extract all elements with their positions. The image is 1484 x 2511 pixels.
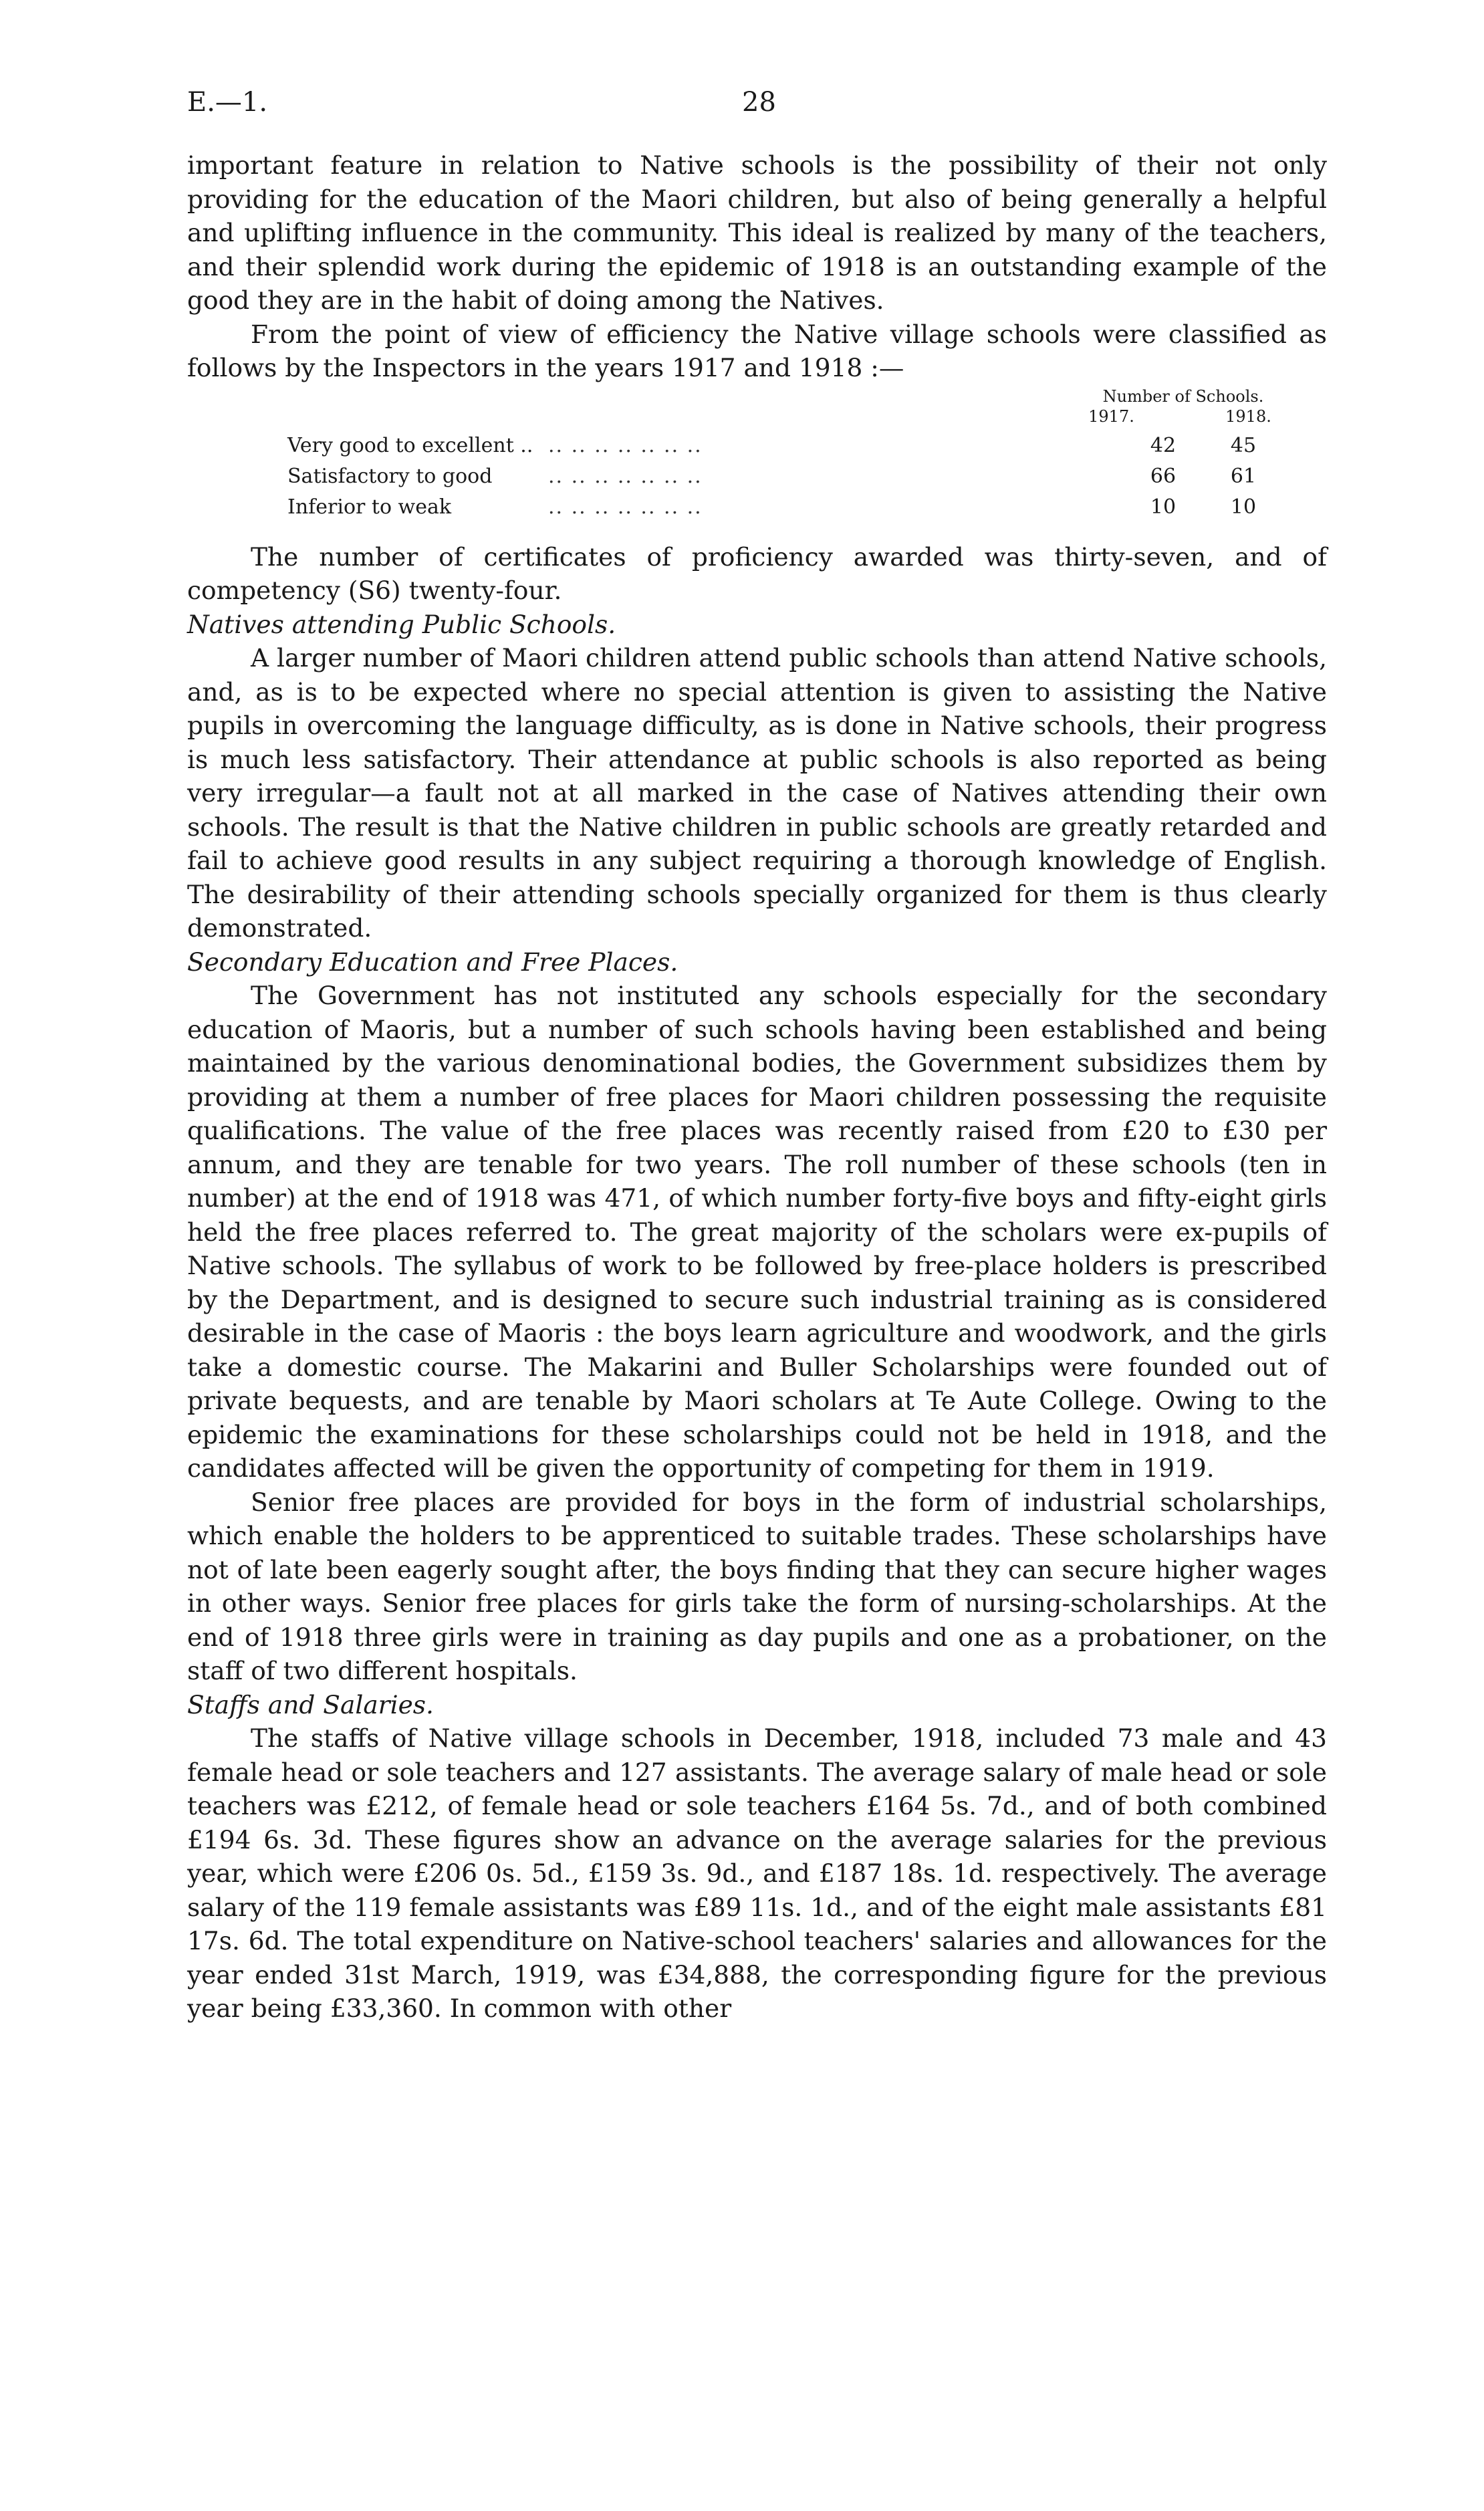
section-title-public-schools: Natives attending Public Schools. [187,609,616,639]
year-header-1917: 1917. [1088,406,1134,426]
certificates-paragraph: The number of certificates of proficiency awarded was thirty-seven, and of competency (S6) twenty-four. [187,542,1327,605]
row-label: Satisfactory to good [287,464,493,488]
year-header-1918: 1918. [1225,406,1271,426]
row-label: Inferior to weak [287,495,452,519]
table-heading [1043,386,1324,427]
value-1917: 66 [1150,464,1177,488]
intro-paragraph: important feature in relation to Native schools is the possibility of their not only providing for the education of the Maori children, but also of being generally a helpful and uplifting influence in the community. This ideal is realized by many of the teachers, and their splendid work during the epidemic of 1918 is an outstanding example of the good they are in the habit of doing among the Natives. [187,150,1327,315]
page-header [187,87,1324,127]
secondary-paragraph-2: Senior free places are provided for boys in the form of industrial scholarships, which enable the holders to be apprenticed to suitable trades. These scholarships have not of late been eagerly sought after, the boys finding that they can secure higher wages in other ways. Senior free places for girls take the form of nursing-scholarships. At the end of 1918 three girls were in training as day pupils and one as a probationer, on the staff of two different hospitals. [187,1487,1327,1685]
row-leader: .. .. .. .. .. .. .. [548,495,703,519]
value-1917: 10 [1150,495,1177,519]
section-title-secondary: Secondary Education and Free Places. [187,947,678,977]
row-label: Very good to excellent .. [287,433,533,457]
table-row [287,429,1324,459]
report-reference: E.—1. [187,87,268,118]
public-schools-paragraph: A larger number of Maori children attend public schools than attend Native schools, and, as is to be expected where no special attention is given to assisting the Native pupils in overcoming the language difficulty, as is done in Native schools, their progress is much less satisfactory. Their attendance at public schools is also reported as being very irregular—a fault not at all marked in the case of Natives attending their own schools. The result is that the Native children in public schools are greatly retarded and fail to achieve good results in any subject requiring a thorough knowledge of English. The desirability of their attending schools specially organized for them is thus clearly demonstrated. [187,643,1327,943]
table-row [287,460,1324,489]
value-1918: 10 [1230,495,1257,519]
value-1917: 42 [1150,433,1177,457]
staffs-paragraph: The staffs of Native village schools in December, 1918, included 73 male and 43 female head or sole teachers and 127 assistants. The average salary of male head or sole teachers was £212, of female head or sole teachers £164 5s. 7d., and of both combined £194 6s. 3d. These figures show an advance on the average salaries for the previous year, which were £206 0s. 5d., £159 3s. 9d., and £187 18s. 1d. respectively. The average salary of the 119 female assistants was £89 11s. 1d., and of the eight male assistants £81 17s. 6d. The total expenditure on Native-school teachers' salaries and allowances for the year ended 31st March, 1919, was £34,888, the corresponding figure for the previous year being £33,360. In common with other [187,1723,1327,2023]
efficiency-table [187,385,1327,527]
secondary-paragraph-1: The Government has not instituted any schools especially for the secondary education of Maoris, but a number of such schools having been established and being maintained by the various denominational bodies, the Government subsidizes them by providing at them a number of free places for Maori children possessing the requisite qualifications. The value of the free places was recently raised from £20 to £30 per annum, and they are tenable for two years. The roll number of these schools (ten in number) at the end of 1918 was 471, of which number forty-five boys and fifty-eight girls held the free places referred to. The great majority of the scholars were ex-pupils of Native schools. The syllabus of work to be followed by free-place holders is prescribed by the Department, and is designed to secure such industrial training as is considered desirable in the case of Maoris : the boys learn agriculture and woodwork, and the girls take a domestic course. The Makarini and Buller Scholarships were founded out of private bequests, and are tenable by Maori scholars at Te Aute College. Owing to the epidemic the examinations for these scholarships could not be held in 1918, and the candidates affected will be given the opportunity of competing for them in 1919. [187,981,1327,1483]
section-title-staffs: Staffs and Salaries. [187,1689,434,1719]
page-number: 28 [742,87,776,118]
table-row [287,491,1324,520]
value-1918: 45 [1230,433,1257,457]
row-leader: .. .. .. .. .. .. .. [548,464,703,488]
page-content [187,148,1327,2026]
classification-lead: From the point of view of efficiency the Native village schools were classified as follows by the Inspectors in the years 1917 and 1918 :— [187,319,1327,382]
row-leader: .. .. .. .. .. .. .. [548,433,703,457]
table-heading-label: Number of Schools. [1102,386,1264,406]
value-1918: 61 [1230,464,1257,488]
